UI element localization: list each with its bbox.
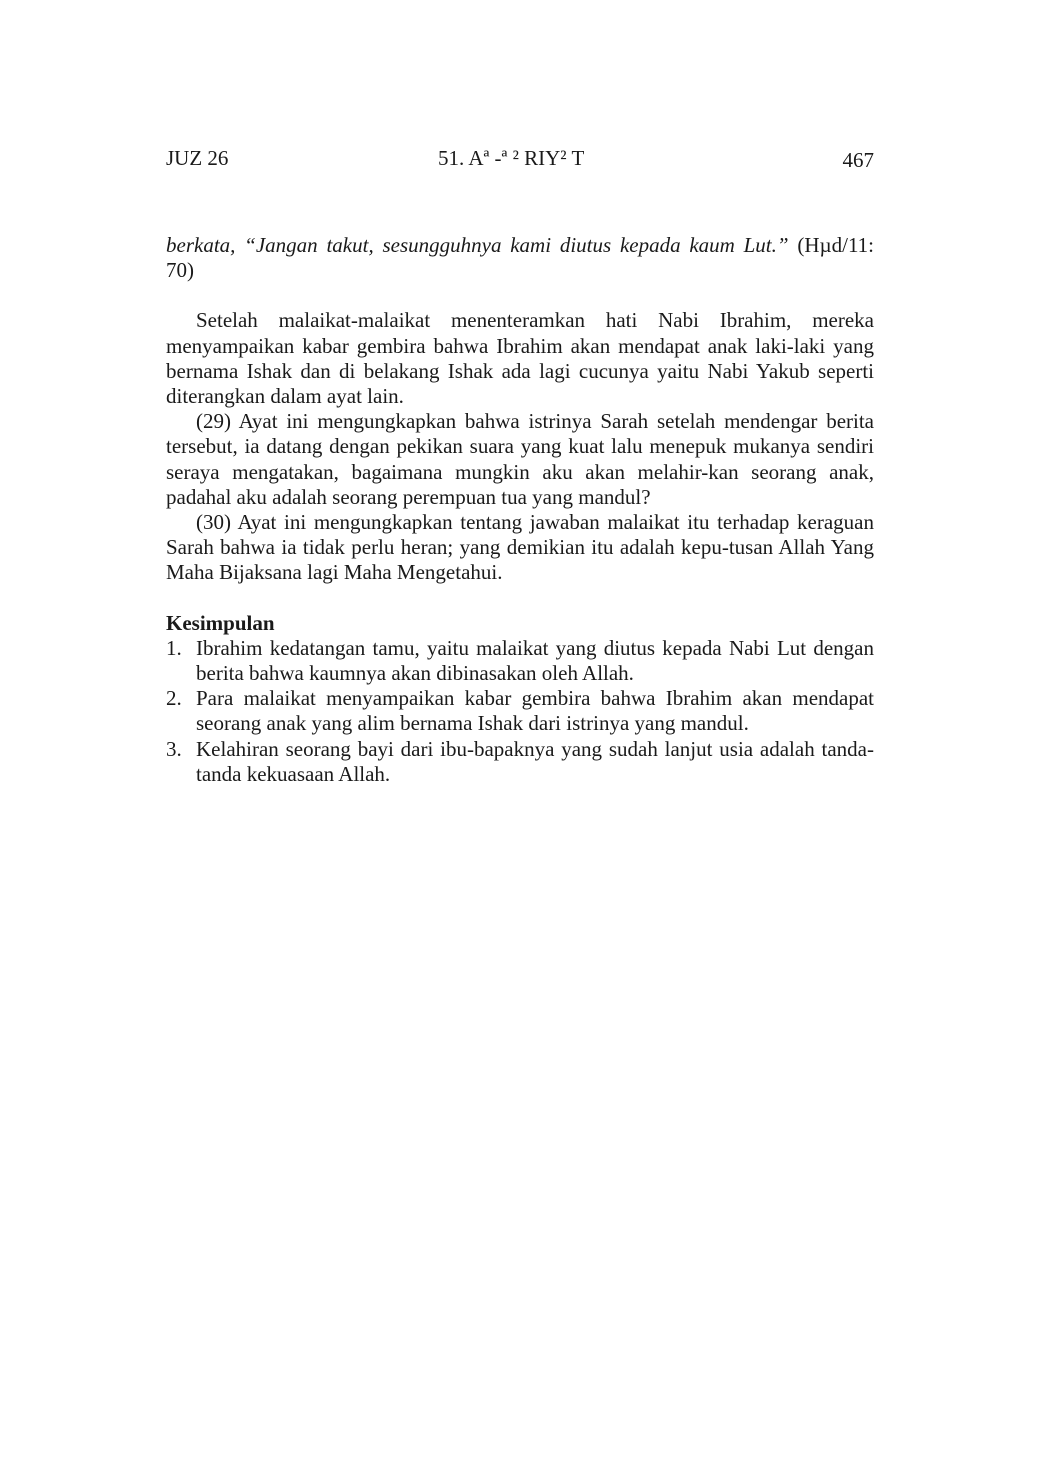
list-item: [166, 737, 874, 787]
body-paragraph: (30) Ayat ini mengungkapkan tentang jawaban malaikat itu terhadap keraguan Sarah bahwa ia tidak perlu heran; yang demikian itu adalah kepu-tusan Allah Yang Maha Bijaksana lagi Maha Mengetahui.: [166, 510, 874, 585]
list-item-number: 1.: [166, 635, 182, 660]
conclusion-heading: Kesimpulan: [166, 610, 275, 635]
list-item-text: Kelahiran seorang bayi dari ibu-bapaknya yang sudah lanjut usia adalah tanda-tanda kekuasaan Allah.: [196, 736, 874, 786]
page-content: [166, 233, 874, 787]
body-paragraph: (29) Ayat ini mengungkapkan bahwa istrinya Sarah setelah mendengar berita tersebut, ia datang dengan pekikan suara yang kuat lalu menepuk mukanya sendiri seraya mengatakan, bagaimana mungkin aku akan melahir-kan seorang anak, padahal aku adalah seorang perempuan tua yang mandul?: [166, 409, 874, 509]
list-item-number: 3.: [166, 736, 182, 761]
running-header: [166, 146, 874, 174]
quote-text: berkata, “Jangan takut, sesungguhnya kami diutus kepada kaum Lut.”: [166, 233, 789, 257]
conclusion-list: [166, 636, 874, 787]
list-item-number: 2.: [166, 686, 182, 711]
quote-citation: (Hµd/11: 70): [166, 233, 875, 283]
list-item-text: Ibrahim kedatangan tamu, yaitu malaikat yang diutus kepada Nabi Lut dengan berita bahwa kaumnya akan dibinasakan oleh Allah.: [196, 635, 874, 686]
page-number: 467: [842, 148, 874, 172]
body-paragraph: Setelah malaikat-malaikat menenteramkan hati Nabi Ibrahim, mereka menyampaikan kabar gembira bahwa Ibrahim akan mendapat anak laki-laki yang bernama Ishak dan di belakang Ishak ada lagi cucunya yaitu Nabi Yakub seperti diterangkan dalam ayat lain.: [166, 308, 874, 409]
list-item: [166, 686, 874, 736]
quote-paragraph: [166, 233, 874, 283]
juz-label: JUZ 26: [166, 146, 229, 170]
surah-title: 51. Aª -ª ² RIY² T: [438, 146, 585, 170]
list-item-text: Para malaikat menyampaikan kabar gembira bahwa Ibrahim akan mendapat seorang anak yang alim bernama Ishak dari istrinya yang mandul.: [196, 686, 874, 736]
list-item: [166, 636, 874, 686]
